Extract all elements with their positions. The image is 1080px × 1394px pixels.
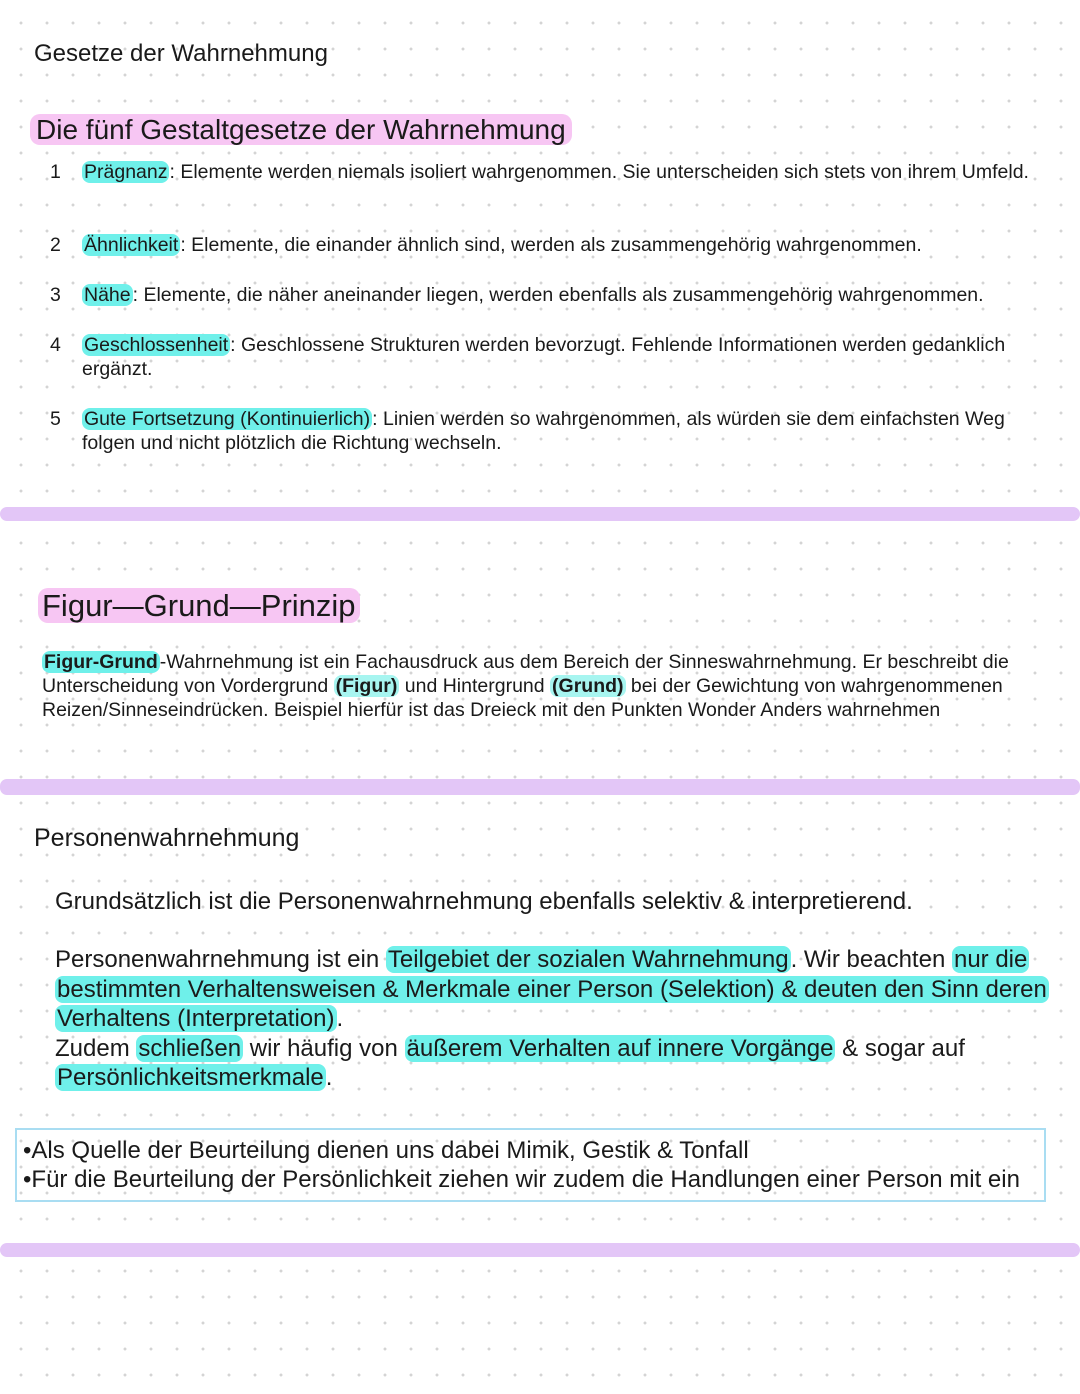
law-number: 1 bbox=[50, 161, 61, 183]
law-desc: Geschlossene Strukturen werden bevorzugt. Fehlende Informationen werden gedanklich ergänzt. bbox=[82, 334, 1006, 380]
bullet-box bbox=[15, 1128, 1046, 1202]
law-desc: Elemente werden niemals isoliert wahrgenommen. Sie unterscheiden sich stets von ihrem Umfeld. bbox=[174, 161, 1029, 183]
bullet-item: •Für die Beurteilung der Persönlichkeit ziehen wir zudem die Handlungen einer Person mit ein bbox=[23, 1166, 1020, 1193]
figur-term: (Figur) bbox=[335, 675, 398, 697]
highlight: schließen bbox=[138, 1034, 242, 1062]
law-sep: : bbox=[132, 284, 139, 306]
text-run: . bbox=[325, 1064, 333, 1091]
text-run: und Hintergrund bbox=[399, 675, 551, 697]
law-term: Prägnanz bbox=[84, 161, 168, 183]
law-item-1 bbox=[50, 160, 1040, 184]
text-run: wir häufig von bbox=[243, 1034, 405, 1062]
law-sep: : bbox=[230, 334, 236, 356]
section-divider bbox=[0, 779, 1080, 795]
text-run: . bbox=[336, 1005, 344, 1032]
laws-heading-text: Die fünf Gestaltgesetze der Wahrnehmung bbox=[30, 114, 572, 145]
person-paragraph-2 bbox=[55, 945, 1055, 1093]
section-divider bbox=[0, 1243, 1080, 1257]
highlight: äußerem Verhalten auf innere Vorgänge bbox=[406, 1034, 834, 1062]
figure-ground-heading-text: Figur—Grund—Prinzip bbox=[38, 588, 360, 623]
highlight: nur die bestimmten Verhaltensweisen & Merkmale einer Person (Selektion) & deuten den Sinn deren Verhaltens (Interpretation) bbox=[57, 946, 1047, 1032]
law-term: Ähnlichkeit bbox=[84, 234, 179, 256]
highlight: Teilgebiet der sozialen Wahrnehmung bbox=[387, 946, 789, 973]
text-run: bei der Gewichtung von wahrgenommenen Reizen/Sinneseindrücken. Beispiel hierfür ist das Dreieck mit den Punkten Wonder Anders wahrnehmen bbox=[42, 675, 1003, 721]
text-run: Zudem bbox=[55, 1034, 137, 1062]
grund-term: (Grund) bbox=[552, 675, 624, 697]
figure-ground-term: Figur-Grund bbox=[44, 651, 158, 673]
person-paragraph-1: Grundsätzlich ist die Personenwahrnehmung ebenfalls selektiv & interpretierend. bbox=[55, 888, 913, 915]
text-run: Personenwahrnehmung ist ein bbox=[55, 946, 386, 973]
text-run: . Wir beachten bbox=[790, 946, 952, 973]
law-text bbox=[82, 407, 1040, 455]
law-desc: Linien werden so wahrgenommen, als würden sie dem einfachsten Weg folgen und nicht plötzlich die Richtung wechseln. bbox=[82, 408, 1005, 454]
law-desc: Elemente, die näher aneinander liegen, werden ebenfalls als zusammengehörig wahrgenommen. bbox=[138, 284, 984, 306]
figure-ground-heading bbox=[38, 588, 360, 624]
law-number: 5 bbox=[50, 408, 61, 430]
figure-ground-paragraph bbox=[42, 650, 1062, 722]
law-item-2 bbox=[50, 233, 1040, 257]
person-heading: Personenwahrnehmung bbox=[34, 824, 300, 852]
law-sep: : bbox=[372, 408, 378, 430]
law-text bbox=[82, 233, 1040, 257]
law-item-3 bbox=[50, 283, 1040, 307]
text-run: & sogar auf bbox=[835, 1034, 965, 1062]
law-desc: Elemente, die einander ähnlich sind, werden als zusammengehörig wahrgenommen. bbox=[185, 234, 922, 256]
page-title: Gesetze der Wahrnehmung bbox=[34, 40, 328, 67]
law-item-4 bbox=[50, 333, 1040, 381]
bullet-item: •Als Quelle der Beurteilung dienen uns dabei Mimik, Gestik & Tonfall bbox=[23, 1137, 749, 1164]
law-text bbox=[82, 160, 1040, 184]
laws-heading bbox=[30, 114, 572, 146]
law-number: 3 bbox=[50, 284, 61, 306]
section-divider bbox=[0, 507, 1080, 521]
law-term: Geschlossenheit bbox=[84, 334, 229, 356]
law-number: 2 bbox=[50, 234, 61, 256]
law-sep: : bbox=[169, 161, 175, 183]
law-text bbox=[82, 283, 1040, 307]
law-term: Nähe bbox=[84, 284, 131, 306]
law-text bbox=[82, 333, 1040, 381]
law-number: 4 bbox=[50, 334, 61, 356]
highlight: Persönlichkeitsmerkmale bbox=[57, 1064, 324, 1091]
law-sep: : bbox=[180, 234, 186, 256]
text-run: -Wahrnehmung ist ein Fachausdruck aus dem Bereich der Sinneswahrnehmung. Er beschreibt die Unterscheidung von Vordergrund bbox=[42, 651, 1009, 697]
law-term: Gute Fortsetzung (Kontinuierlich) bbox=[84, 408, 371, 430]
law-item-5 bbox=[50, 407, 1040, 455]
